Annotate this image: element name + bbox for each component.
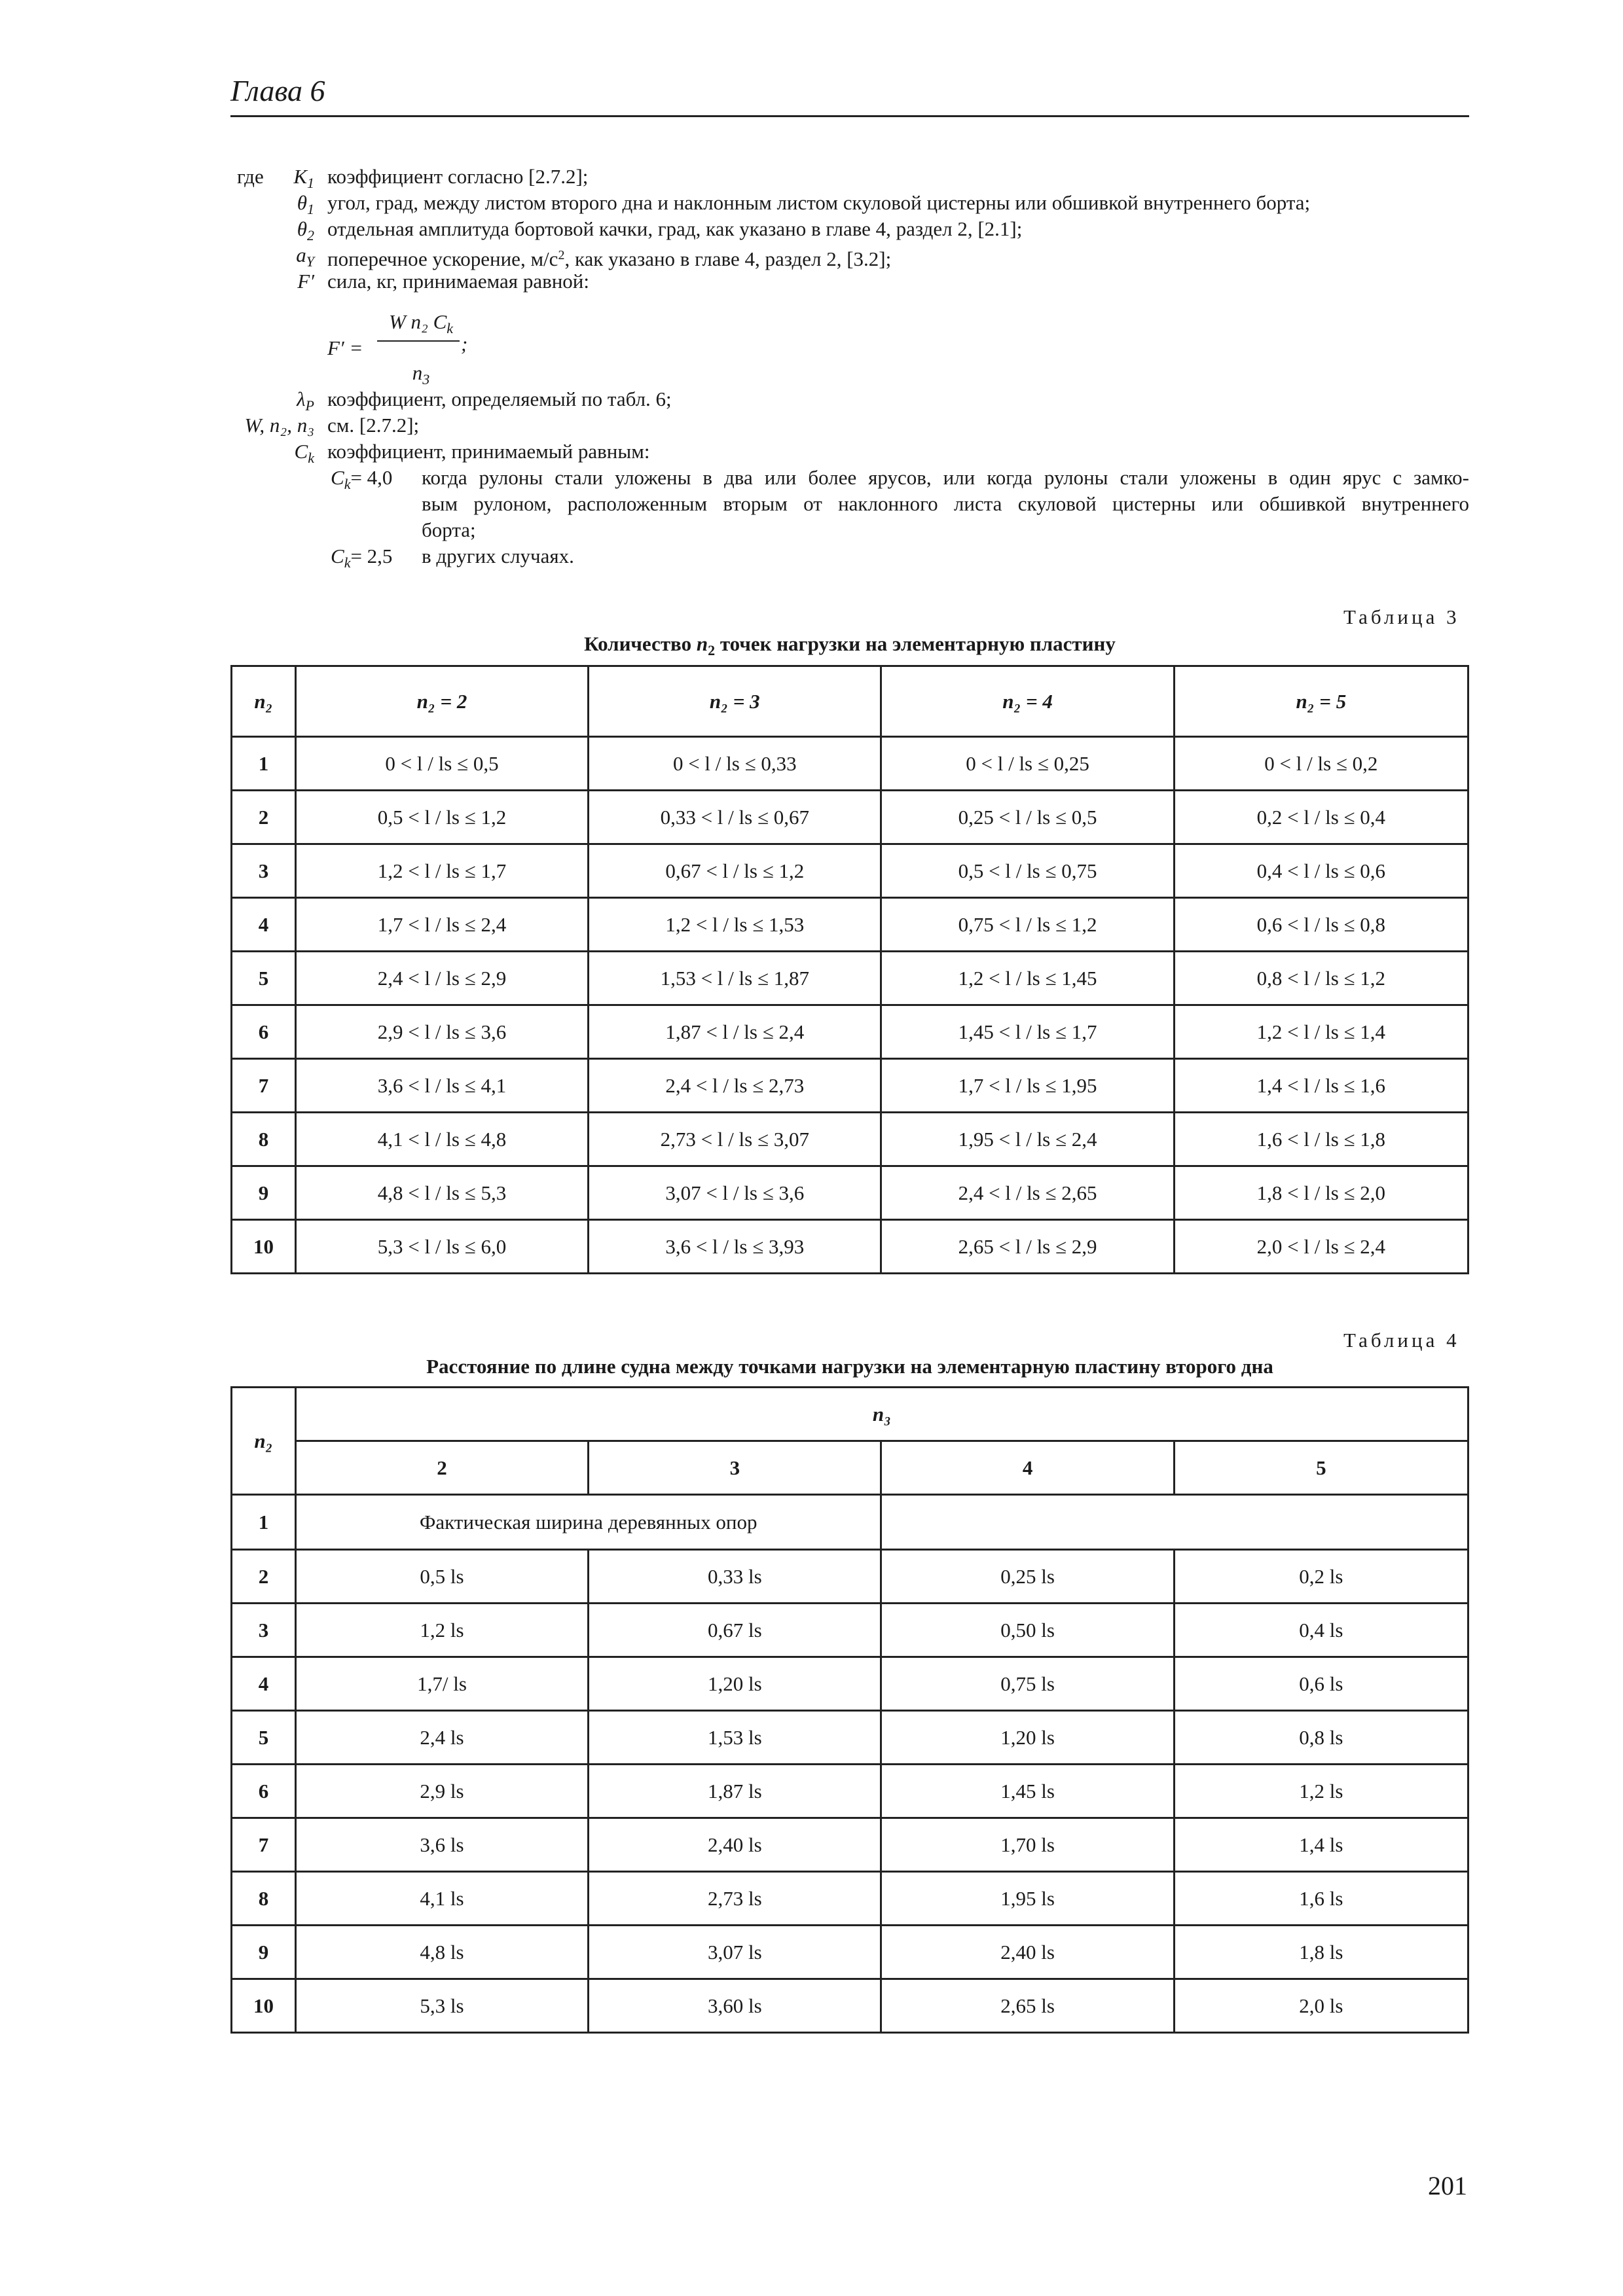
- row-number: 1: [232, 1495, 296, 1550]
- table4-caption: Таблица 4: [1343, 1329, 1460, 1352]
- table-row: [232, 1657, 1468, 1711]
- table-cell: 3,6 < l / ls ≤ 4,1: [295, 1059, 588, 1113]
- table-cell: 1,4 < l / ls ≤ 1,6: [1174, 1059, 1468, 1113]
- chapter-title: Глава 6: [230, 74, 325, 107]
- table-cell: 1,2 < l / ls ≤ 1,53: [589, 898, 881, 952]
- table-row: [232, 1005, 1468, 1059]
- table-row: [232, 1765, 1468, 1818]
- row-number: 10: [232, 1979, 296, 2033]
- table-cell: 2,9 < l / ls ≤ 3,6: [295, 1005, 588, 1059]
- table-cell: 3,6 ls: [295, 1818, 588, 1872]
- table-cell: Фактическая ширина деревянных опор: [295, 1495, 881, 1550]
- table-cell: 5,3 ls: [295, 1979, 588, 2033]
- definition-text: коэффициент согласно [2.7.2];: [327, 165, 589, 188]
- table-cell: 1,2 ls: [295, 1604, 588, 1657]
- definition-text: сила, кг, принимаемая равной:: [327, 270, 590, 293]
- table-cell: 1,8 ls: [1174, 1926, 1468, 1979]
- formula-denominator: $n_3$: [412, 361, 430, 387]
- row-number: 9: [232, 1166, 296, 1220]
- row-number: 7: [232, 1059, 296, 1113]
- table4-title: Расстояние по длине судна между точками нагрузки на элементарную пластину второго дна: [426, 1355, 1273, 1378]
- table-row: [232, 952, 1468, 1005]
- table-cell: 3,07 ls: [589, 1926, 881, 1979]
- table-cell: 0,25 ls: [881, 1550, 1174, 1604]
- table-row: [232, 1979, 1468, 2033]
- table-cell: 2,4 ls: [295, 1711, 588, 1765]
- ck-case-line: вым рулоном, расположенным вторым от наклонного листа скуловой цистерны или обшивкой внутреннего: [422, 492, 1469, 515]
- table-cell: 0,67 < l / ls ≤ 1,2: [589, 844, 881, 898]
- where-word: где: [237, 165, 264, 188]
- table-cell: 0,2 ls: [1174, 1550, 1468, 1604]
- table-cell: 1,95 < l / ls ≤ 2,4: [881, 1113, 1174, 1166]
- table-cell: 4,8 < l / ls ≤ 5,3: [295, 1166, 588, 1220]
- row-number: 8: [232, 1872, 296, 1926]
- definition-symbol: $\theta_2$: [297, 217, 314, 243]
- row-number: 4: [232, 1657, 296, 1711]
- table-cell: 4,1 < l / ls ≤ 4,8: [295, 1113, 588, 1166]
- table-row: [232, 1220, 1468, 1274]
- row-number: 4: [232, 898, 296, 952]
- table-row: [232, 1818, 1468, 1872]
- column-header: 5: [1174, 1441, 1468, 1495]
- table-subheader-row: [232, 1441, 1468, 1495]
- table4: [230, 1386, 1469, 2034]
- table-cell: 2,40 ls: [589, 1818, 881, 1872]
- table-row: [232, 844, 1468, 898]
- table-cell: 2,73 < l / ls ≤ 3,07: [589, 1113, 881, 1166]
- row-number: 10: [232, 1220, 296, 1274]
- formula-tail: ;: [461, 332, 468, 355]
- column-header: 3: [589, 1441, 881, 1495]
- table3: [230, 665, 1469, 1274]
- table-row: [232, 1872, 1468, 1926]
- row-number: 3: [232, 1604, 296, 1657]
- row-number: 8: [232, 1113, 296, 1166]
- table-cell: 1,95 ls: [881, 1872, 1174, 1926]
- column-header: n₂ = 4: [881, 666, 1174, 737]
- table-cell: 2,65 ls: [881, 1979, 1174, 2033]
- table-cell: 0,25 < l / ls ≤ 0,5: [881, 791, 1174, 844]
- table-cell: 1,7 < l / ls ≤ 2,4: [295, 898, 588, 952]
- row-number: 5: [232, 1711, 296, 1765]
- table-row: [232, 1550, 1468, 1604]
- table-cell: 0,5 < l / ls ≤ 0,75: [881, 844, 1174, 898]
- table-cell: 1,87 ls: [589, 1765, 881, 1818]
- table-cell: 1,2 < l / ls ≤ 1,4: [1174, 1005, 1468, 1059]
- column-header: n₂ = 5: [1174, 666, 1468, 737]
- definition-symbol: F′: [297, 270, 314, 293]
- table-cell: 0 < l / ls ≤ 0,2: [1174, 737, 1468, 791]
- row-number: 3: [232, 844, 296, 898]
- table-cell: 2,65 < l / ls ≤ 2,9: [881, 1220, 1174, 1274]
- row-number: 9: [232, 1926, 296, 1979]
- header-rule: [230, 115, 1469, 117]
- page-number: 201: [1428, 2171, 1467, 2200]
- table-cell: 0,5 ls: [295, 1550, 588, 1604]
- definition-symbol: $\theta_1$: [297, 191, 314, 217]
- table-cell: 0,8 ls: [1174, 1711, 1468, 1765]
- table-cell-empty: [881, 1495, 1468, 1550]
- definition-text: коэффициент, определяемый по табл. 6;: [327, 387, 672, 410]
- table-cell: 0,4 ls: [1174, 1604, 1468, 1657]
- table-cell: 0,75 ls: [881, 1657, 1174, 1711]
- table-cell: 2,4 < l / ls ≤ 2,65: [881, 1166, 1174, 1220]
- table-cell: 1,45 < l / ls ≤ 1,7: [881, 1005, 1174, 1059]
- row-number: 2: [232, 1550, 296, 1604]
- row-number: 1: [232, 737, 296, 791]
- table-cell: 2,0 < l / ls ≤ 2,4: [1174, 1220, 1468, 1274]
- table-cell: 1,2 < l / ls ≤ 1,7: [295, 844, 588, 898]
- ck-case-label: $C_k= 4,0$: [331, 466, 393, 492]
- table-header-row: [232, 1388, 1468, 1441]
- table-cell: 0,6 ls: [1174, 1657, 1468, 1711]
- table-cell: 0,33 ls: [589, 1550, 881, 1604]
- definition-text: коэффициент, принимаемый равным:: [327, 440, 650, 463]
- table-row: [232, 737, 1468, 791]
- table-row: [232, 1926, 1468, 1979]
- column-header: n₂: [232, 666, 296, 737]
- table-cell: 1,7 < l / ls ≤ 1,95: [881, 1059, 1174, 1113]
- row-number: 7: [232, 1818, 296, 1872]
- table-cell: 3,60 ls: [589, 1979, 881, 2033]
- table-row: [232, 1166, 1468, 1220]
- table-cell: 1,2 < l / ls ≤ 1,45: [881, 952, 1174, 1005]
- table-cell: 1,7/ ls: [295, 1657, 588, 1711]
- table-cell: 1,20 ls: [881, 1711, 1174, 1765]
- table-cell: 0,50 ls: [881, 1604, 1174, 1657]
- group-header: n₃: [295, 1388, 1468, 1441]
- table-row: [232, 791, 1468, 844]
- table-cell: 0,67 ls: [589, 1604, 881, 1657]
- table-cell: 0,6 < l / ls ≤ 0,8: [1174, 898, 1468, 952]
- table-cell: 1,6 < l / ls ≤ 1,8: [1174, 1113, 1468, 1166]
- table3-title: Количество $n_2$ точек нагрузки на элементарную пластину: [584, 632, 1116, 658]
- row-number: 2: [232, 791, 296, 844]
- column-header: 2: [295, 1441, 588, 1495]
- table-cell: 0 < l / ls ≤ 0,33: [589, 737, 881, 791]
- formula-numerator: W n₂ $C_k$: [388, 310, 454, 336]
- definition-symbol: $K_1$: [293, 165, 314, 191]
- definition-symbol: $\lambda_P$: [297, 387, 314, 414]
- ck-case-line: борта;: [422, 518, 476, 541]
- table-cell: 2,40 ls: [881, 1926, 1174, 1979]
- definition-symbol: $a_Y$: [296, 243, 314, 270]
- table-row: [232, 1059, 1468, 1113]
- row-number: 6: [232, 1005, 296, 1059]
- table-cell: 1,20 ls: [589, 1657, 881, 1711]
- table-cell: 1,53 ls: [589, 1711, 881, 1765]
- formula-lhs: F′ =: [327, 336, 363, 359]
- definition-text: угол, град, между листом второго дна и наклонным листом скуловой цистерны или обшивкой внутреннего борта;: [327, 191, 1311, 214]
- table-cell: 2,0 ls: [1174, 1979, 1468, 2033]
- row-number: 6: [232, 1765, 296, 1818]
- table-cell: 2,73 ls: [589, 1872, 881, 1926]
- table-cell: 0,8 < l / ls ≤ 1,2: [1174, 952, 1468, 1005]
- table-cell: 0,5 < l / ls ≤ 1,2: [295, 791, 588, 844]
- table-cell: 1,87 < l / ls ≤ 2,4: [589, 1005, 881, 1059]
- table-cell: 2,9 ls: [295, 1765, 588, 1818]
- column-header: 4: [881, 1441, 1174, 1495]
- table-cell: 1,8 < l / ls ≤ 2,0: [1174, 1166, 1468, 1220]
- table-row: [232, 1495, 1468, 1550]
- table-cell: 0 < l / ls ≤ 0,25: [881, 737, 1174, 791]
- table-cell: 1,45 ls: [881, 1765, 1174, 1818]
- ck-case-line: когда рулоны стали уложены в два или более ярусов, или когда рулоны стали уложены в один ярус с замко-: [422, 466, 1469, 489]
- table-cell: 1,6 ls: [1174, 1872, 1468, 1926]
- table3-caption: Таблица 3: [1343, 605, 1460, 628]
- table-header-row: [232, 666, 1468, 737]
- column-header: n₂ = 3: [589, 666, 881, 737]
- table-cell: 3,07 < l / ls ≤ 3,6: [589, 1166, 881, 1220]
- table-cell: 4,8 ls: [295, 1926, 588, 1979]
- ck-case-label: $C_k= 2,5$: [331, 545, 393, 571]
- table-cell: 1,70 ls: [881, 1818, 1174, 1872]
- table-cell: 0 < l / ls ≤ 0,5: [295, 737, 588, 791]
- table-row: [232, 1113, 1468, 1166]
- table-cell: 1,4 ls: [1174, 1818, 1468, 1872]
- definition-symbol: $C_k$: [294, 440, 314, 466]
- column-header: n₂ = 2: [295, 666, 588, 737]
- table-cell: 2,4 < l / ls ≤ 2,73: [589, 1059, 881, 1113]
- fraction-bar: [377, 340, 460, 342]
- table-cell: 4,1 ls: [295, 1872, 588, 1926]
- definition-text: см. [2.7.2];: [327, 414, 420, 437]
- definition-symbol: W, n₂, n₃: [244, 414, 314, 437]
- table-cell: 1,2 ls: [1174, 1765, 1468, 1818]
- table-cell: 1,53 < l / ls ≤ 1,87: [589, 952, 881, 1005]
- table-row: [232, 1604, 1468, 1657]
- table-cell: 0,4 < l / ls ≤ 0,6: [1174, 844, 1468, 898]
- ck-case-line: в других случаях.: [422, 545, 574, 567]
- table-cell: 0,2 < l / ls ≤ 0,4: [1174, 791, 1468, 844]
- table-cell: 5,3 < l / ls ≤ 6,0: [295, 1220, 588, 1274]
- table-cell: 0,75 < l / ls ≤ 1,2: [881, 898, 1174, 952]
- row-header: n₂: [232, 1388, 296, 1495]
- table-cell: 0,33 < l / ls ≤ 0,67: [589, 791, 881, 844]
- definition-text: поперечное ускорение, $м/с^2$, как указано в главе 4, раздел 2, [3.2];: [327, 247, 892, 270]
- table-row: [232, 1711, 1468, 1765]
- definition-text: отдельная амплитуда бортовой качки, град, как указано в главе 4, раздел 2, [2.1];: [327, 217, 1023, 240]
- table-row: [232, 898, 1468, 952]
- table-cell: 2,4 < l / ls ≤ 2,9: [295, 952, 588, 1005]
- row-number: 5: [232, 952, 296, 1005]
- table-cell: 3,6 < l / ls ≤ 3,93: [589, 1220, 881, 1274]
